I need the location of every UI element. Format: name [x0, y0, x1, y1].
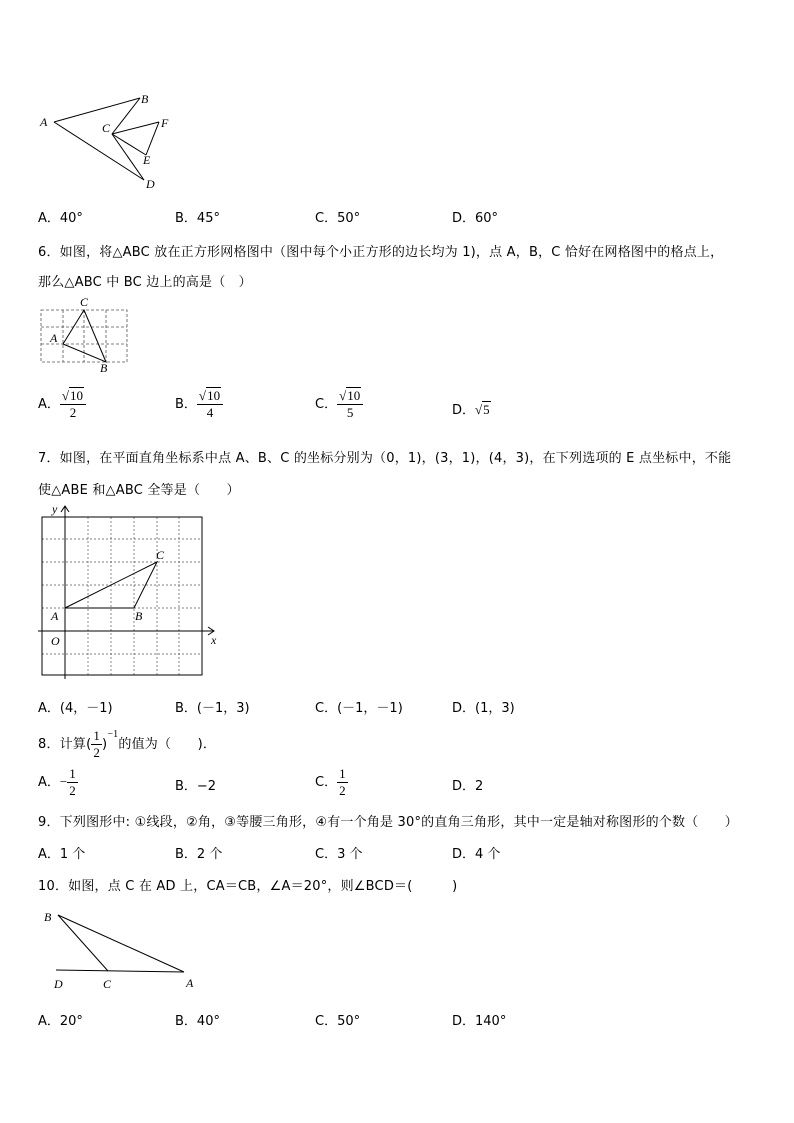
q6-triangle-abc	[63, 310, 106, 362]
q6-option-a-fraction: $\frac{√10}{2}$	[60, 388, 86, 421]
q6-option-c-fraction: $\frac{√10}{5}$	[337, 388, 363, 421]
q9-option-b[interactable]: B．2 个	[175, 847, 223, 862]
q10-label-d: D	[54, 977, 63, 991]
q8-text: 8．计算( $\frac{1}{2}$ )$^{-1}$的值为（ )．	[38, 728, 217, 760]
q7-text-line2: 使△ABE 和△ABC 全等是（ ）	[38, 483, 240, 498]
q9-option-a[interactable]: A．1 个	[38, 847, 86, 862]
q10-option-b[interactable]: B．40°	[175, 1014, 220, 1029]
q5-figure	[36, 90, 186, 195]
q10-line-da	[56, 970, 184, 972]
q6-option-c-prefix: C．	[315, 397, 338, 412]
q8-fraction: $\frac{1}{2}$	[93, 728, 101, 760]
q7-text-line1: 7．如图，在平面直角坐标系中点 A、B、C 的坐标分别为（0，1)，(3，1)，(4，3)，在下列选项的 E 点坐标中，不能	[38, 451, 732, 466]
q6-option-b-fraction: $\frac{√10}{4}$	[197, 388, 223, 421]
q6-label-b: B	[100, 361, 108, 375]
q6-option-d-sqrt: √5	[475, 402, 490, 417]
q5-label-b: B	[141, 92, 149, 106]
q6-option-a-prefix: A．	[38, 397, 60, 412]
q6-option-b[interactable]	[175, 388, 223, 421]
q7-label-a: A	[51, 609, 59, 623]
q8-option-d[interactable]: D．2	[452, 779, 484, 794]
q5-line-CE	[112, 134, 146, 155]
q7-option-d[interactable]: D．(1，3)	[452, 701, 515, 716]
q5-option-a[interactable]: A．40°	[38, 211, 83, 226]
q10-label-b: B	[44, 910, 52, 924]
q10-option-d[interactable]: D．140°	[452, 1014, 507, 1029]
q5-line-CF	[112, 122, 159, 134]
q7-coordinate-figure	[36, 502, 226, 680]
q5-option-b[interactable]: B．45°	[175, 211, 220, 226]
q5-line-AD	[54, 122, 144, 180]
q6-label-c: C	[80, 295, 89, 309]
q7-label-y: y	[52, 502, 58, 516]
q8-option-c-fraction: $\frac{1}{2}$	[339, 766, 346, 798]
q5-line-BC	[112, 98, 140, 134]
q8-option-c[interactable]: C． $\frac{1}{2}$	[315, 766, 346, 798]
q5-option-c[interactable]: C．50°	[315, 211, 361, 226]
q8-option-a[interactable]: A．− $\frac{1}{2}$	[38, 766, 76, 798]
q7-label-x: x	[211, 633, 217, 647]
q7-label-o: O	[51, 634, 60, 648]
q5-label-e: E	[143, 153, 151, 167]
q5-option-d[interactable]: D．60°	[452, 211, 499, 226]
q6-option-a[interactable]	[38, 388, 86, 421]
q7-option-a[interactable]: A．(4，－1)	[38, 701, 113, 716]
q5-line-AB	[54, 98, 140, 122]
q6-text-line2: 那么△ABC 中 BC 边上的高是（ ）	[38, 275, 252, 290]
q6-option-d[interactable]	[452, 399, 491, 418]
q10-line-bc	[58, 915, 108, 971]
sqrt-symbol: √	[61, 388, 70, 403]
q7-label-b: B	[135, 609, 143, 623]
q9-text: 9．下列图形中: ①线段，②角，③等腰三角形，④有一个角是 30°的直角三角形，其中一定是轴对称图形的个数（ ）	[38, 815, 738, 830]
q7-label-c: C	[156, 548, 165, 562]
q6-option-d-prefix: D．	[452, 403, 476, 418]
q5-label-c: C	[102, 121, 111, 135]
q5-line-CD	[112, 134, 144, 180]
q5-line-FE	[146, 122, 159, 155]
q6-option-c[interactable]	[315, 388, 363, 421]
q10-label-c: C	[103, 977, 112, 991]
q10-figure	[36, 905, 206, 995]
q6-option-b-prefix: B．	[175, 397, 197, 412]
q5-label-f: F	[161, 116, 169, 130]
q10-text: 10．如图，点 C 在 AD 上，CA＝CB，∠A＝20°，则∠BCD＝( )	[38, 879, 458, 894]
q8-exponent: −1	[107, 728, 119, 740]
q9-option-c[interactable]: C．3 个	[315, 847, 363, 862]
q10-option-c[interactable]: C．50°	[315, 1014, 361, 1029]
sqrt-symbol: √	[198, 388, 207, 403]
q10-label-a: A	[186, 976, 194, 990]
q7-option-c[interactable]: C．(－1，－1)	[315, 701, 403, 716]
q8-option-b[interactable]: B．−2	[175, 779, 217, 794]
q10-option-a[interactable]: A．20°	[38, 1014, 83, 1029]
q10-line-ba	[58, 915, 184, 972]
q7-option-b[interactable]: B．(－1，3)	[175, 701, 250, 716]
q9-option-d[interactable]: D．4 个	[452, 847, 501, 862]
q5-label-a: A	[40, 115, 48, 129]
q8-option-a-fraction: $\frac{1}{2}$	[69, 766, 76, 798]
q5-label-d: D	[146, 177, 155, 191]
sqrt-symbol: √	[339, 388, 347, 403]
q6-text-line1: 6．如图，将△ABC 放在正方形网格图中（图中每个小正方形的边长均为 1)，点 A，B，C 恰好在网格图中的格点上，	[38, 245, 724, 260]
q6-label-a: A	[50, 331, 58, 345]
q6-figure	[36, 295, 136, 375]
